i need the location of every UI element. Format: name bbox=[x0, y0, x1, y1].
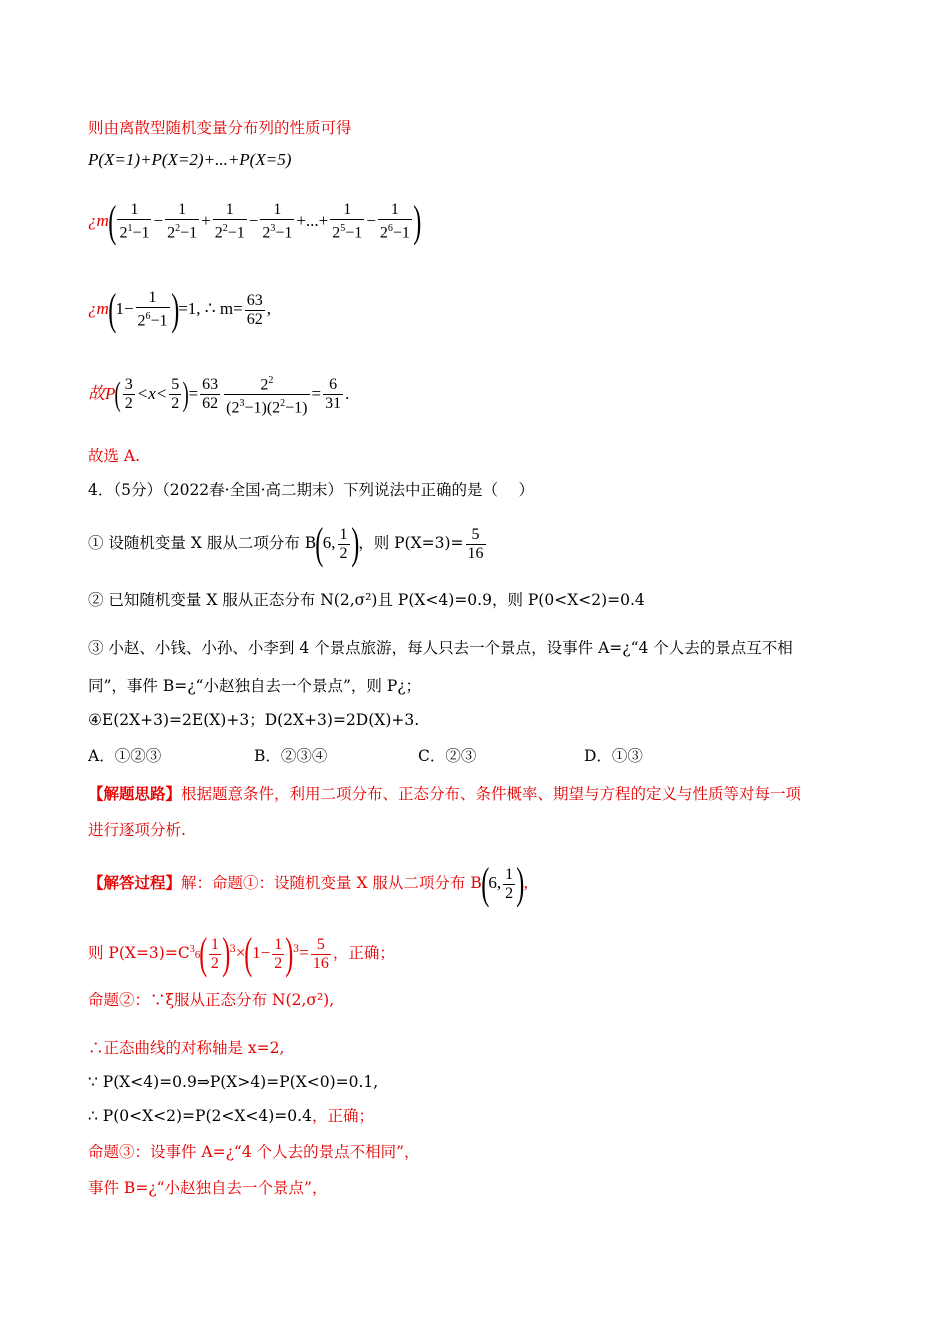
question-4-stem: 4．（5分）（2022春·全国·高二期末）下列说法中正确的是（ ） bbox=[88, 481, 534, 499]
fraction: $\frac{5}{16}$ bbox=[312, 935, 329, 972]
process-text: ∴ P(0<X<2)=P(2<X<4)=0.4 bbox=[88, 1107, 312, 1125]
fraction: $\frac{3}{2}$ bbox=[124, 376, 133, 413]
fraction: $\frac{5}{16}$ bbox=[467, 525, 484, 562]
solution-process-line-7: 命题③：设事件 A=¿“4 个人去的景点不相同”， bbox=[88, 1143, 420, 1161]
math-prefix: 故P bbox=[88, 383, 116, 403]
statement-1-text: ① 设随机变量 X 服从二项分布 B bbox=[88, 534, 317, 552]
fraction: $\frac{6}{31}$ bbox=[325, 376, 342, 413]
paren-close: ) bbox=[413, 197, 422, 246]
fraction: $\frac{5}{2}$ bbox=[171, 376, 180, 413]
statement-1-text-b: ，则 P(X=3)= bbox=[358, 534, 464, 552]
statement-3-line-2: 同”，事件 B=¿“小赵独自去一个景点”，则 P¿； bbox=[88, 677, 422, 695]
math-line-telescoping-sum: ¿m( $\frac{1}{2^1-1}$ − $\frac{1}{2^2-1}$ + $\frac{1}{2^2-1}$ − $\frac{1}{2^3-1}$ +...+ $\frac{1}{2^5-1}$ − $\frac{1}{2^6-1}$ ) bbox=[88, 197, 422, 246]
paren-close: ) bbox=[285, 929, 294, 978]
process-text-correct: ，正确； bbox=[311, 1107, 374, 1125]
text-line-distribution-property: 则由离散型随机变量分布列的性质可得 bbox=[88, 119, 352, 137]
fraction: $\frac{1}{2}$ bbox=[210, 935, 219, 972]
fraction: $\frac{1}{2}$ bbox=[339, 525, 348, 562]
paren-open: ( bbox=[108, 285, 117, 334]
fraction: $\frac{63}{62}$ bbox=[246, 291, 263, 328]
math-prefix: ¿m bbox=[88, 299, 109, 318]
paren-open: ( bbox=[244, 929, 253, 978]
statement-3-line-1: ③ 小赵、小钱、小孙、小李到 4 个景点旅游，每人只去一个景点，设事件 A=¿“4 个人去的景点互不相 bbox=[88, 639, 793, 657]
solution-process-line-8: 事件 B=¿“小赵独自去一个景点”， bbox=[88, 1179, 328, 1197]
fraction: $\frac{1}{2}$ bbox=[505, 865, 514, 902]
fraction: $\frac{1}{2^2-1}$ bbox=[167, 201, 198, 242]
paren-close: ) bbox=[170, 285, 179, 334]
math-line-solve-m: ¿m(1− $\frac{1}{2^6-1}$ )=1, ∴ m= $\frac{63}{62}$ , bbox=[88, 285, 271, 334]
process-text: 则 P(X=3)=C bbox=[88, 944, 190, 962]
paren-close: ) bbox=[350, 519, 359, 568]
paren-open: ( bbox=[481, 859, 490, 908]
paren-open: ( bbox=[199, 929, 208, 978]
paren-open: ( bbox=[108, 197, 117, 246]
idea-text: 根据题意条件，利用二项分布、正态分布、条件概率、期望与方程的定义与性质等对每一项 bbox=[181, 785, 802, 803]
solution-process-line-1: 【解答过程】解：命题①：设随机变量 X 服从二项分布 B(6, $\frac{1}{2}$ ), bbox=[88, 859, 529, 908]
idea-label: 【解题思路】 bbox=[88, 784, 182, 803]
solution-process-line-2: 则 $P(X=3)=C^36$( $\frac{1}{2}$ )$^3$×(1− $\frac{1}{2}$ )$^3$= $\frac{5}{16}$ ，正确； bbox=[88, 929, 395, 978]
paren-close: ) bbox=[182, 375, 189, 413]
choice-c[interactable]: C．②③ bbox=[418, 747, 477, 765]
paren-close: ) bbox=[516, 859, 525, 908]
paren-close: ) bbox=[222, 929, 231, 978]
solution-idea-line-2: 进行逐项分析. bbox=[88, 821, 186, 839]
solution-process-line-6 bbox=[88, 1106, 374, 1126]
fraction: $\frac{1}{2^6-1}$ bbox=[379, 201, 410, 242]
math-line-final-probability: 故P( $\frac{3}{2}$ <x< $\frac{5}{2}$ )= $\frac{63}{62}$ $\frac{2^2}{(2^3-1)(2^2-1)}$ = $\frac{6}{31}$ . bbox=[88, 372, 349, 418]
math-suffix: =1, ∴ m= bbox=[178, 299, 243, 318]
statement-1: ① 设随机变量 X 服从二项分布 B(6, $\frac{1}{2}$ )，则 P(X=3)= $\frac{5}{16}$ bbox=[88, 519, 484, 568]
choice-b[interactable]: B．②③④ bbox=[254, 747, 328, 765]
math-line-sum-probabilities: P(X=1)+P(X=2)+...+P(X=5) bbox=[88, 150, 292, 169]
choice-a[interactable]: A．①②③ bbox=[88, 747, 162, 765]
fraction: $\frac{2^2}{(2^3-1)(2^2-1)}$ bbox=[226, 375, 308, 417]
fraction: $\frac{1}{2}$ bbox=[274, 935, 283, 972]
statement-4: ④E(2X+3)=2E(X)+3；D(2X+3)=2D(X)+3. bbox=[88, 711, 420, 729]
text-line-answer-a: 故选 A. bbox=[88, 447, 141, 465]
paren-open: ( bbox=[114, 375, 122, 413]
solution-process-line-5: ∵ P(X<4)=0.9⇒P(X>4)=P(X<0)=0.1, bbox=[88, 1073, 379, 1091]
fraction: $\frac{1}{2^1-1}$ bbox=[119, 201, 150, 242]
solution-process-line-4: ∴正态曲线的对称轴是 x=2, bbox=[88, 1039, 285, 1057]
solution-process-line-3: 命题②：∵ξ服从正态分布 N(2,σ²), bbox=[88, 991, 335, 1009]
fraction: $\frac{63}{62}$ bbox=[202, 376, 219, 413]
process-label: 【解答过程】 bbox=[88, 873, 182, 892]
math-prefix: ¿m bbox=[88, 211, 109, 230]
process-text-correct: ，正确； bbox=[332, 944, 395, 962]
paren-open: ( bbox=[315, 519, 324, 568]
fraction: $\frac{1}{2^6-1}$ bbox=[137, 289, 168, 330]
fraction: $\frac{1}{2^2-1}$ bbox=[214, 201, 245, 242]
solution-idea-line-1 bbox=[88, 784, 801, 804]
fraction: $\frac{1}{2^5-1}$ bbox=[332, 201, 363, 242]
process-text: 解：命题①：设随机变量 X 服从二项分布 B bbox=[181, 874, 482, 892]
statement-2: ② 已知随机变量 X 服从正态分布 N(2,σ²)且 P(X<4)=0.9，则 P(0<X<2)=0.4 bbox=[88, 591, 645, 609]
answer-choices bbox=[88, 746, 643, 766]
choice-d[interactable]: D．①③ bbox=[584, 747, 643, 765]
fraction: $\frac{1}{2^3-1}$ bbox=[262, 201, 293, 242]
